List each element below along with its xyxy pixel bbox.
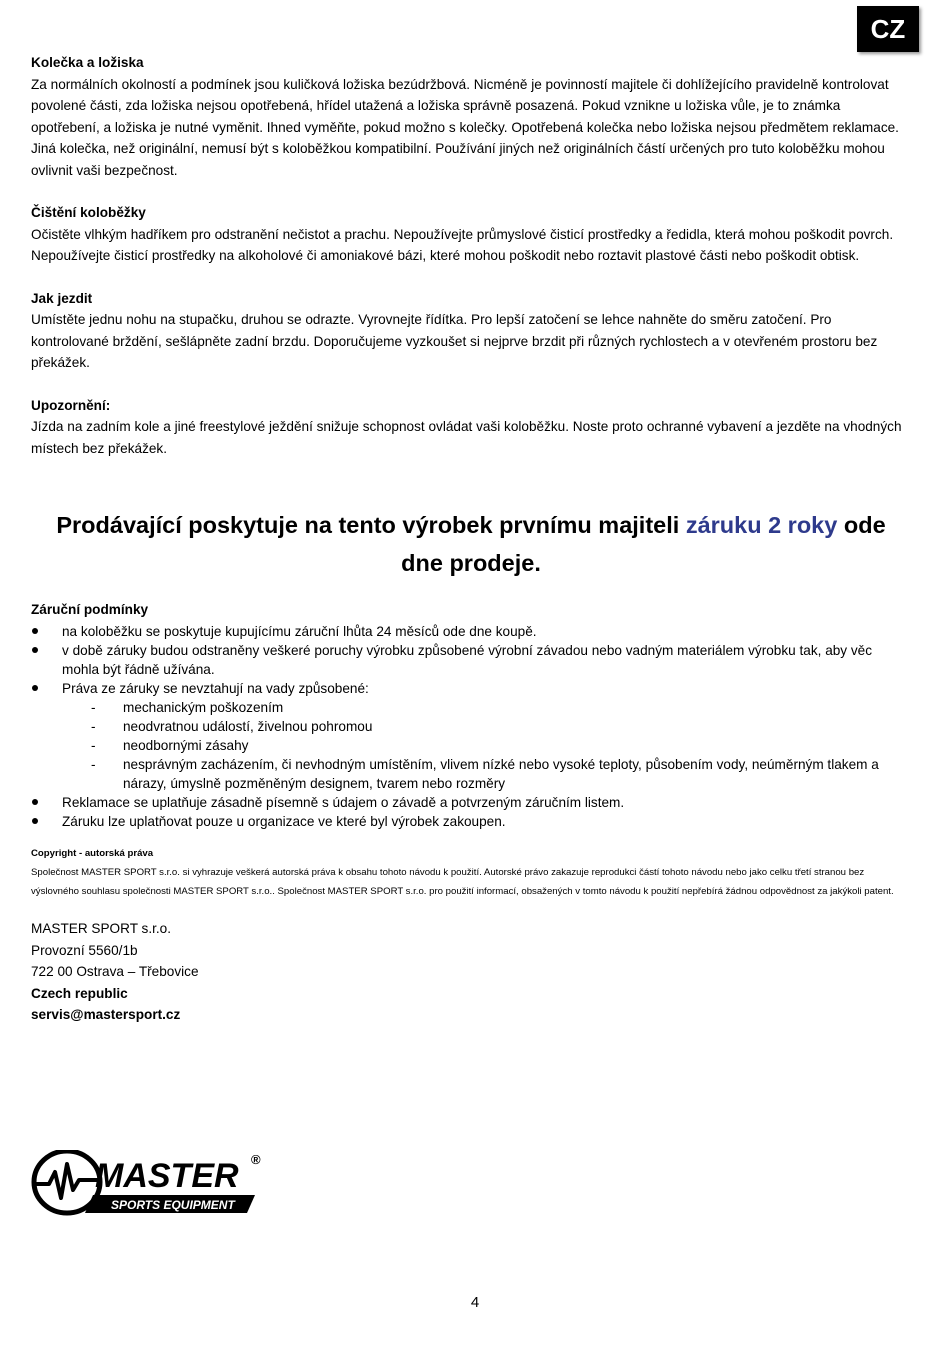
master-sport-logo bbox=[31, 1150, 266, 1222]
section-text: Jízda na zadním kole a jiné freestylové ježdění snižuje schopnost ovládat vaši koloběžku. Noste proto ochranné vybavení a jezděte na vhodných místech bez překážek. bbox=[31, 419, 902, 456]
copyright-title: Copyright - autorská práva bbox=[31, 848, 154, 859]
address-country: Czech republic bbox=[31, 985, 128, 1001]
dash-marker: - bbox=[91, 757, 96, 772]
warranty-headline bbox=[31, 506, 911, 582]
list-item: v době záruky budou odstraněny veškeré poruchy výrobku způsobené výrobní závadou nebo vadným materiálem výrobku tak, aby věc mohla být řádně užívána. bbox=[31, 641, 911, 679]
section-wheels-bearings bbox=[31, 52, 911, 181]
section-title: Jak jezdit bbox=[31, 290, 93, 306]
list-item-text: neodvratnou událostí, živelnou pohromou bbox=[123, 719, 373, 734]
logo-graphic bbox=[31, 1150, 266, 1222]
logo-wordmark: MASTER bbox=[95, 1157, 239, 1195]
section-how-to-ride bbox=[31, 288, 911, 374]
company-name: MASTER SPORT s.r.o. bbox=[31, 921, 171, 936]
list-item: Reklamace se uplatňuje zásadně písemně s údajem o závadě a potvrzeným záručním listem. bbox=[31, 793, 911, 812]
exclusions-list bbox=[62, 698, 911, 793]
contact-email: servis@mastersport.cz bbox=[31, 1007, 181, 1022]
list-item-text: nesprávným zacházením, či nevhodným umístěním, vlivem nízké nebo vysoké teploty, působením vody, neúměrným tlakem a nárazy, úmyslně pozměněným designem, tvarem nebo rozměry bbox=[123, 757, 879, 791]
list-item-text: neodbornými zásahy bbox=[123, 738, 249, 753]
list-item-text: Práva ze záruky se nevztahují na vady způsobené: bbox=[62, 681, 369, 696]
dash-marker: - bbox=[91, 700, 96, 715]
copyright-block bbox=[31, 844, 911, 901]
list-item bbox=[62, 736, 911, 755]
headline-highlight: záruku 2 roky bbox=[685, 512, 838, 538]
warranty-conditions bbox=[31, 599, 911, 831]
warranty-list bbox=[31, 622, 911, 831]
section-title: Upozornění: bbox=[31, 397, 111, 413]
address-street: Provozní 5560/1b bbox=[31, 942, 138, 958]
section-text: Očistěte vlhkým hadříkem pro odstranění nečistot a prachu. Nepoužívejte průmyslové čisticí prostředky a ředidla, která mohou poškodit povrch. Nepoužívejte čisticí prostředky na alkoholové či amoniakové bázi, které mohou poškodit nebo roztavit plastové části nebo poškodit obtisk. bbox=[31, 226, 894, 263]
headline-text-end: ode dne prodeje. bbox=[401, 512, 886, 576]
section-title: Čištění koloběžky bbox=[31, 205, 146, 220]
logo-tagline: SPORTS EQUIPMENT bbox=[111, 1198, 235, 1212]
list-item: Záruku lze uplatňovat pouze u organizace ve které byl výrobek zakoupen. bbox=[31, 812, 911, 831]
copyright-text: Společnost MASTER SPORT s.r.o. si vyhrazuje veškerá autorská práva k obsahu tohoto návodu k použití. Autorské právo zakazuje reprodukci částí tohoto návodu nebo jako celku třetí stranou bez výslovného souhlasu společnosti MASTER SPORT s.r.o.. Společnost MASTER SPORT s.r.o. pro použití informací, obsažených v tomto návodu k použití nepřebírá žádnou odpovědnost za jakýkoli patent. bbox=[31, 867, 894, 897]
registered-mark: ® bbox=[251, 1152, 261, 1167]
list-item bbox=[31, 679, 911, 793]
section-title: Kolečka a ložiska bbox=[31, 55, 144, 70]
document-body bbox=[31, 52, 911, 1026]
headline-text: Prodávající poskytuje na tento výrobek prvnímu majiteli bbox=[56, 512, 686, 538]
section-text: Za normálních okolností a podmínek jsou kuličková ložiska bezúdržbová. Nicméně je povinností majitele či dohlížejícího pravidelně kontrolovat povolené části, zda ložiska nejsou opotřebená, hřídel utažená a ložiska správně posazená. Pokud vznikne u ložiska vůle, je to známka opotřebení, a ložiska je nutné vyměnit. Ihned vyměňte, pokud možno s kolečky. Opotřebená kolečka nebo ložiska nejsou předmětem reklamace. Jiná kolečka, než originální, nemusí být s koloběžkou kompatibilní. Používání jiných než originálních částí určených pro tuto koloběžku mohou ovlivnit vaši bezpečnost. bbox=[31, 76, 899, 178]
section-warning bbox=[31, 395, 911, 460]
dash-marker: - bbox=[91, 738, 96, 753]
list-item bbox=[62, 698, 911, 717]
list-item bbox=[62, 717, 911, 736]
company-address bbox=[31, 918, 911, 1026]
warranty-title: Záruční podmínky bbox=[31, 602, 149, 617]
list-item: na koloběžku se poskytuje kupujícímu záruční lhůta 24 měsíců ode dne koupě. bbox=[31, 622, 911, 641]
section-cleaning bbox=[31, 202, 911, 267]
heartbeat-line-icon bbox=[35, 1164, 101, 1198]
list-item-text: mechanickým poškozením bbox=[123, 700, 284, 715]
dash-marker: - bbox=[91, 719, 96, 734]
address-city: 722 00 Ostrava – Třebovice bbox=[31, 964, 199, 979]
language-badge: CZ bbox=[857, 6, 919, 52]
page-number: 4 bbox=[470, 1294, 480, 1311]
section-text: Umístěte jednu nohu na stupačku, druhou se odrazte. Vyrovnejte řídítka. Pro lepší zatočení se lehce nahněte do směru zatočení. Pro kontrolované brždění, sešlápněte zadní brzdu. Doporučujeme vyzkoušet si nejprve brzdit při různých rychlostech a v otevřeném prostoru bez překážek. bbox=[31, 312, 878, 370]
list-item bbox=[62, 755, 911, 793]
